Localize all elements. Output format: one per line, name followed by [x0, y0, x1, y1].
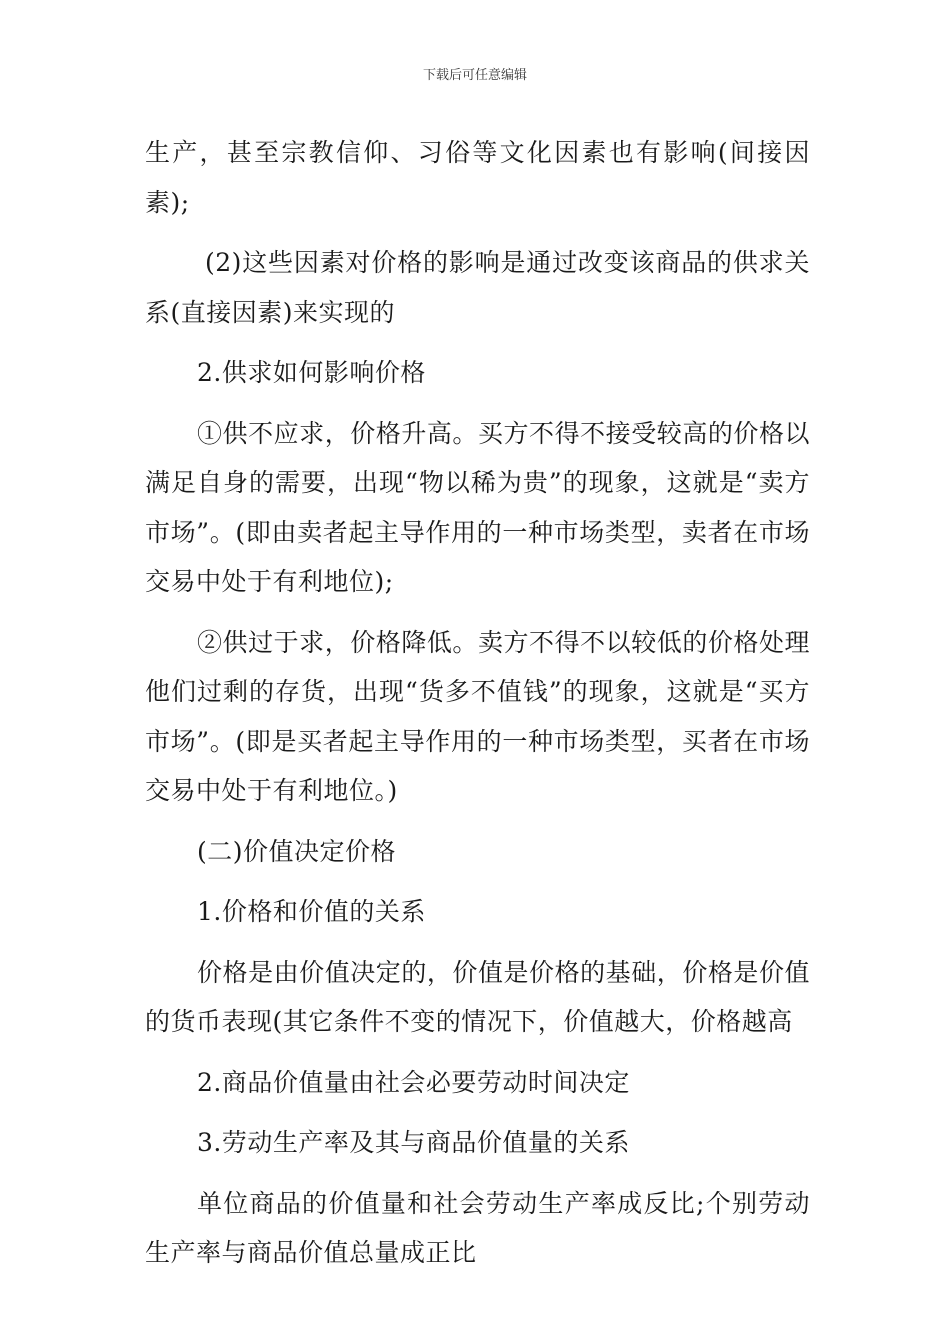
paragraph-1: 生产，甚至宗教信仰、习俗等文化因素也有影响(间接因素); [145, 138, 810, 217]
paragraph-2: (2)这些因素对价格的影响是通过改变该商品的供求关系(直接因素)来实现的 [145, 248, 810, 327]
paragraph-8: 价格是由价值决定的，价值是价格的基础，价格是价值的货币表现(其它条件不变的情况下，价值越大，价格越高 [145, 957, 810, 1036]
paragraph-10: 3.劳动生产率及其与商品价值量的关系 [197, 1128, 630, 1157]
paragraph-5: ②供过于求，价格降低。卖方不得不以较低的价格处理他们过剩的存货，出现“货多不值钱”的现象，这就是“买方市场”。(即是买者起主导作用的一种市场类型，买者在市场交易中处于有利地位。) [145, 627, 810, 805]
paragraph-7: 1.价格和价值的关系 [197, 897, 426, 926]
document-body [145, 128, 810, 1289]
paragraph-11: 单位商品的价值量和社会劳动生产率成反比;个别劳动生产率与商品价值总量成正比 [145, 1188, 810, 1267]
paragraph-9: 2.商品价值量由社会必要劳动时间决定 [197, 1067, 630, 1097]
page-header: 下载后可任意编辑 [422, 68, 527, 83]
paragraph-4: ①供不应求，价格升高。买方不得不接受较高的价格以满足自身的需要，出现“物以稀为贵”的现象，这就是“卖方市场”。(即由卖者起主导作用的一种市场类型，卖者在市场交易中处于有利地位); [145, 418, 810, 596]
paragraph-3: 2.供求如何影响价格 [197, 358, 426, 387]
paragraph-6: (二)价值决定价格 [197, 836, 397, 866]
